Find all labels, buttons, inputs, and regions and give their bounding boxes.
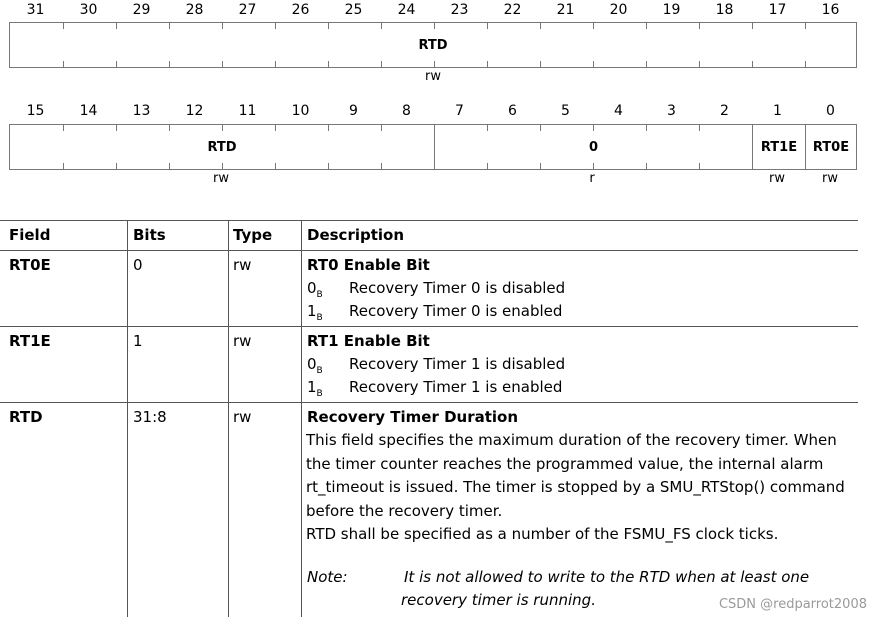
- row-description-title: RT1 Enable Bit: [307, 332, 430, 350]
- row-bits: 0: [133, 256, 143, 274]
- enum-value: $0_B$ Recovery Timer 0 is disabled: [307, 279, 566, 300]
- access-rt0e: rw: [822, 171, 838, 186]
- bit-number: 12: [185, 103, 204, 119]
- bit-number: 8: [402, 103, 411, 119]
- field-rtd-lower: RTD: [207, 139, 237, 155]
- table-header-description: Description: [307, 226, 405, 244]
- bit-number: 26: [291, 2, 310, 18]
- bit-number: 22: [503, 2, 522, 18]
- table-header-bits: Bits: [133, 226, 166, 244]
- bit-number: 4: [614, 103, 623, 119]
- row-type: rw: [233, 408, 252, 426]
- bit-number: 5: [561, 103, 570, 119]
- bit-number: 21: [556, 2, 575, 18]
- bit-number: 15: [26, 103, 45, 119]
- bit-number: 30: [79, 2, 98, 18]
- bit-number: 17: [768, 2, 787, 18]
- row-bits: 1: [133, 332, 143, 350]
- bit-number: 13: [132, 103, 151, 119]
- bit-number: 0: [826, 103, 835, 119]
- bit-number: 3: [667, 103, 676, 119]
- enum-value: $0_B$ Recovery Timer 1 is disabled: [307, 355, 566, 376]
- row-description-title: Recovery Timer Duration: [307, 408, 519, 426]
- note-label: Note:: [307, 568, 348, 586]
- field-table: [0, 220, 858, 617]
- register-lower-row: [9, 124, 857, 170]
- bit-number: 1: [773, 103, 782, 119]
- bit-number: 25: [344, 2, 363, 18]
- field-rt1e: RT1E: [752, 125, 805, 169]
- bit-number: 19: [662, 2, 681, 18]
- bit-number: 16: [821, 2, 840, 18]
- note-line: It is not allowed to write to the RTD when at least one: [404, 568, 810, 586]
- bit-number: 20: [609, 2, 628, 18]
- upper-bit-numbers: [9, 2, 857, 22]
- bit-number: 10: [291, 103, 310, 119]
- access-reserved: r: [589, 171, 595, 186]
- bit-number: 27: [238, 2, 257, 18]
- bit-number: 7: [455, 103, 464, 119]
- register-upper-row: [9, 22, 857, 68]
- note-line: recovery timer is running.: [401, 591, 596, 609]
- row-bits: 31:8: [133, 408, 167, 426]
- row-type: rw: [233, 256, 252, 274]
- description-paragraph: This field specifies the maximum duration of the recovery timer. When the timer counter reaches the programmed value, the internal alarm rt_timeout is issued. The timer is stopped by a SMU_RTStop() command before the recovery timer.: [306, 431, 845, 520]
- bit-number: 18: [715, 2, 734, 18]
- row-field-name: RT1E: [9, 332, 51, 350]
- field-reserved: 0: [434, 125, 752, 169]
- field-rt0e: RT0E: [805, 125, 856, 169]
- table-header-field: Field: [9, 226, 51, 244]
- row-type: rw: [233, 332, 252, 350]
- bit-number: 11: [238, 103, 257, 119]
- enum-value: $1_B$ Recovery Timer 0 is enabled: [307, 302, 563, 323]
- row-description-title: RT0 Enable Bit: [307, 256, 430, 274]
- bit-number: 31: [26, 2, 45, 18]
- bit-number: 2: [720, 103, 729, 119]
- watermark: CSDN @redparrot2008: [718, 597, 867, 612]
- row-field-name: RT0E: [9, 256, 51, 274]
- description-paragraph: RTD shall be specified as a number of the FSMU_FS clock ticks.: [306, 525, 779, 543]
- field-rtd-upper: RTD: [418, 37, 448, 53]
- row-description-body: [306, 429, 856, 547]
- bit-number: 28: [185, 2, 204, 18]
- enum-value: $1_B$ Recovery Timer 1 is enabled: [307, 378, 563, 399]
- access-rtd-lower: rw: [213, 171, 229, 186]
- access-rtd-upper: rw: [425, 69, 441, 84]
- bit-number: 9: [349, 103, 358, 119]
- bit-number: 23: [450, 2, 469, 18]
- bit-number: 6: [508, 103, 517, 119]
- access-rt1e: rw: [769, 171, 785, 186]
- bit-number: 24: [397, 2, 416, 18]
- bit-number: 14: [79, 103, 98, 119]
- row-field-name: RTD: [9, 408, 43, 426]
- bit-number: 29: [132, 2, 151, 18]
- lower-bit-numbers: [9, 103, 857, 123]
- table-header-type: Type: [233, 226, 273, 244]
